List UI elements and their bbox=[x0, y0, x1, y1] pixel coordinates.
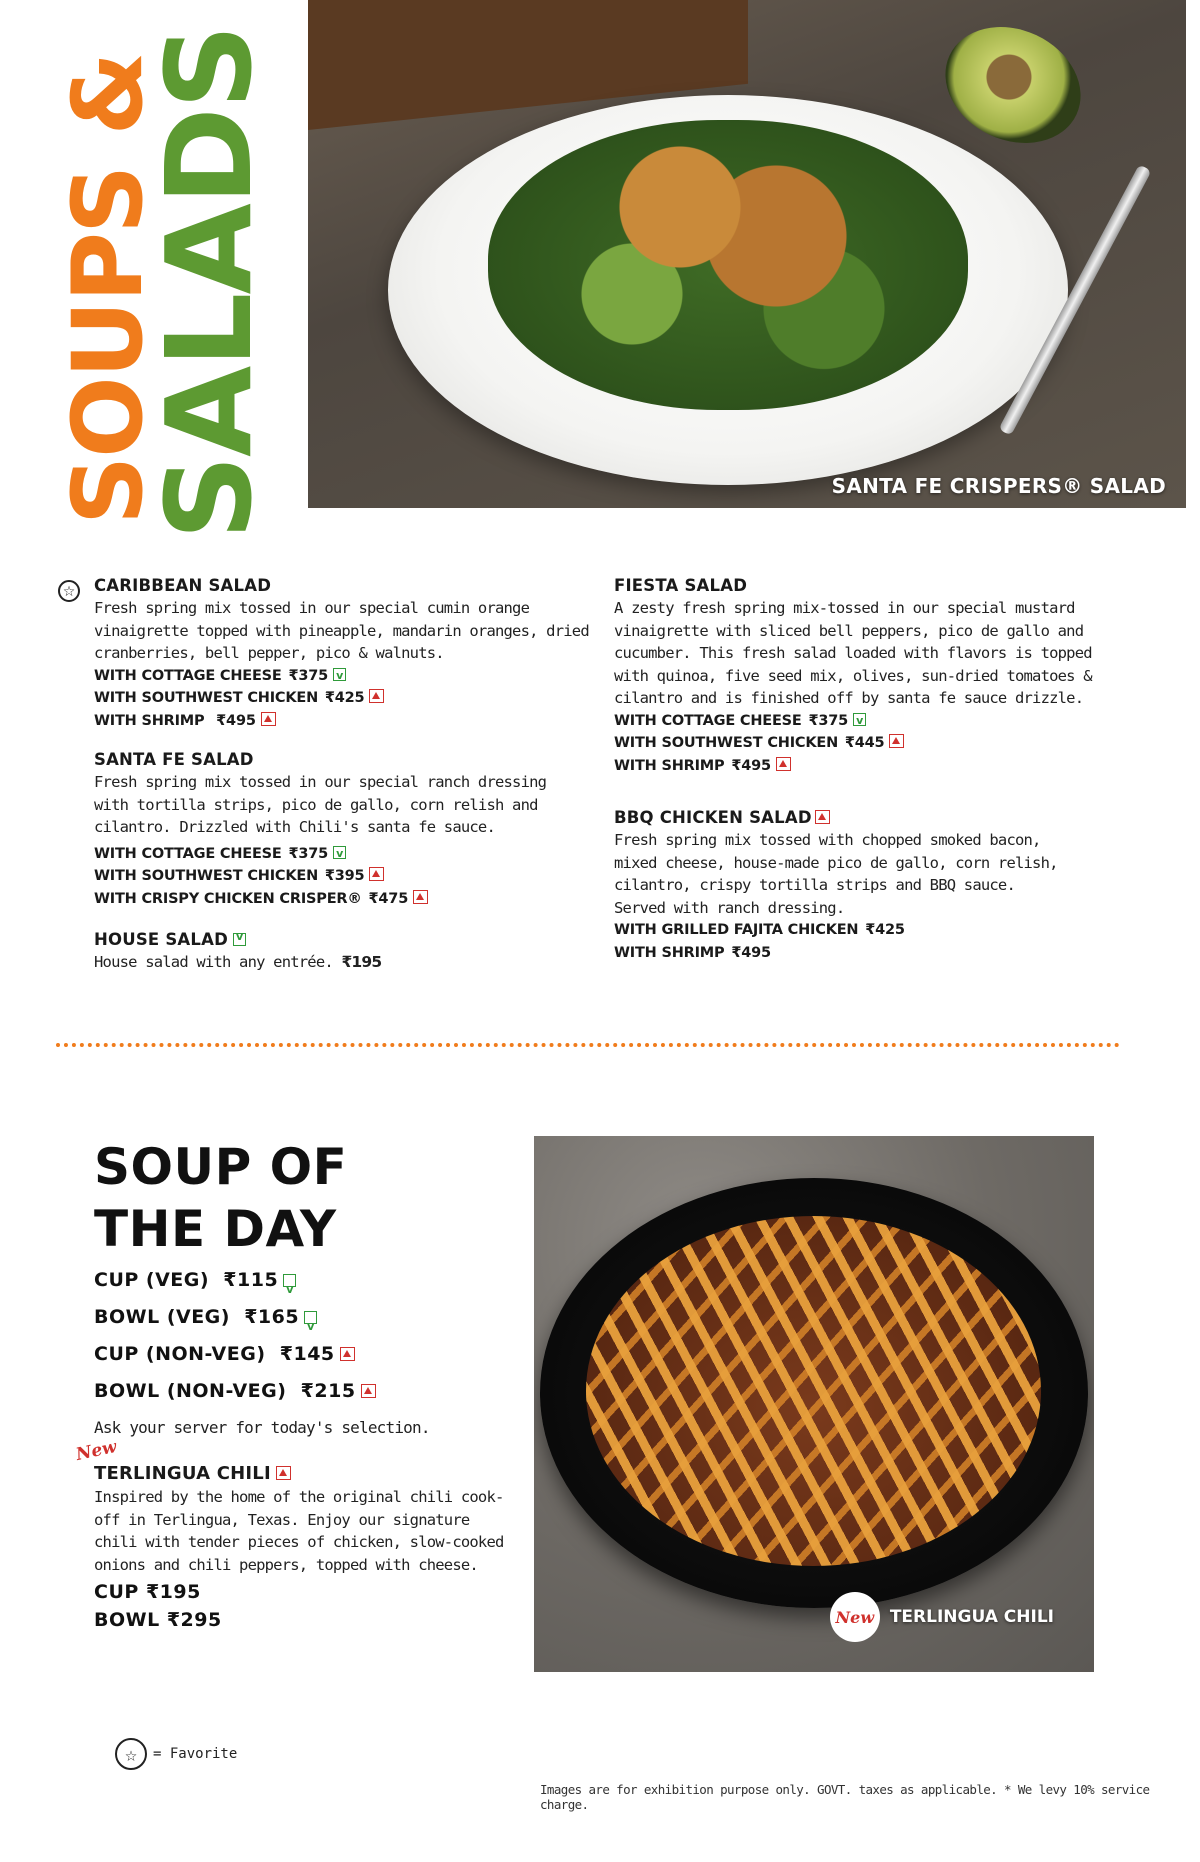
nonveg-icon bbox=[776, 757, 791, 771]
option-row: WITH GRILLED FAJITA CHICKEN ₹425 bbox=[614, 922, 905, 938]
item-description: A zesty fresh spring mix-tossed in our special mustard vinaigrette with sliced bell peppers, pico de gallo and cucumber. This fresh salad loaded with flavors is topped with quinoa, five seed mix, olives, sun-dried tomatoes & cilantro and is finished off by santa fe sauce drizzle. bbox=[614, 599, 1092, 707]
veg-icon bbox=[304, 1311, 317, 1324]
terlingua-chili bbox=[74, 1436, 518, 1634]
item-price: ₹195 bbox=[341, 953, 382, 971]
house-salad bbox=[94, 930, 594, 974]
title-soups: SOUPS & bbox=[52, 53, 164, 525]
option-row: WITH CRISPY CHICKEN CRISPER® ₹475 bbox=[94, 888, 594, 911]
item-title: FIESTA SALAD bbox=[614, 576, 748, 595]
item-title: TERLINGUA CHILI bbox=[94, 1463, 518, 1484]
nonveg-icon bbox=[815, 810, 830, 824]
star-circle-icon: ☆ bbox=[115, 1738, 147, 1770]
soup-heading: SOUP OF THE DAY bbox=[94, 1138, 348, 1258]
option-row: WITH COTTAGE CHEESE ₹375v bbox=[94, 843, 594, 866]
option-row: WITH SHRIMP ₹495 bbox=[94, 710, 594, 733]
option-row: WITH COTTAGE CHEESE ₹375v bbox=[94, 665, 594, 688]
hero-photo bbox=[308, 0, 1186, 508]
nonveg-icon bbox=[276, 1466, 291, 1480]
new-badge: New bbox=[830, 1592, 880, 1642]
soup-note: Ask your server for today's selection. bbox=[94, 1418, 430, 1437]
veg-icon bbox=[233, 933, 246, 946]
soup-option: CUP (NON-VEG) ₹145 bbox=[94, 1336, 514, 1373]
caribbean-salad bbox=[94, 576, 594, 732]
nonveg-icon bbox=[889, 734, 904, 748]
item-description: Fresh spring mix tossed in our special ranch dressing with tortilla strips, pico de gallo, corn relish and cilantro. Drizzled with Chili's santa fe sauce. bbox=[94, 773, 547, 836]
item-title: BBQ CHICKEN SALAD bbox=[614, 808, 1104, 827]
option-row: WITH SHRIMP ₹495 bbox=[614, 755, 1104, 778]
option-row: WITH SOUTHWEST CHICKEN ₹425 bbox=[94, 687, 594, 710]
soup-option: BOWL (NON-VEG) ₹215 bbox=[94, 1373, 514, 1410]
veg-icon bbox=[283, 1274, 296, 1287]
photo-caption-text: TERLINGUA CHILI bbox=[889, 1607, 1054, 1627]
chili bbox=[586, 1216, 1041, 1566]
nonveg-icon bbox=[261, 712, 276, 726]
nonveg-icon bbox=[369, 867, 384, 881]
legend-label: = Favorite bbox=[153, 1746, 238, 1762]
item-title: HOUSE SALADv bbox=[94, 930, 594, 949]
chili-bowl: BOWL ₹295 bbox=[94, 1609, 222, 1631]
title-salads: SALADS bbox=[140, 26, 278, 540]
hero-caption: SANTA FE CRISPERS® SALAD bbox=[831, 474, 1166, 498]
chili-cup: CUP ₹195 bbox=[94, 1581, 201, 1603]
option-row: WITH SHRIMP ₹495 bbox=[614, 944, 771, 961]
star-circle-icon: ☆ bbox=[58, 580, 80, 602]
soup-option: BOWL (VEG) ₹165v bbox=[94, 1299, 514, 1336]
dotted-divider bbox=[56, 1043, 1120, 1047]
favorite-marker bbox=[58, 580, 80, 602]
soup-option: CUP (VEG) ₹115v bbox=[94, 1262, 514, 1299]
nonveg-icon bbox=[369, 689, 384, 703]
section-title bbox=[30, 20, 300, 540]
photo-caption bbox=[830, 1592, 1054, 1642]
veg-icon bbox=[333, 846, 346, 859]
item-description: Inspired by the home of the original chili cook-off in Terlingua, Texas. Enjoy our signature chili with tender pieces of chicken, slow-cooked onions and chili peppers, topped with cheese. bbox=[94, 1488, 504, 1574]
chili-photo bbox=[534, 1136, 1094, 1672]
salad bbox=[488, 120, 968, 410]
option-row: WITH SOUTHWEST CHICKEN ₹445 bbox=[614, 732, 1104, 755]
item-title: CARIBBEAN SALAD bbox=[94, 576, 272, 595]
option-row: WITH SOUTHWEST CHICKEN ₹395 bbox=[94, 865, 594, 888]
bbq-chicken-salad bbox=[614, 808, 1104, 964]
veg-icon bbox=[853, 713, 866, 726]
item-title: SANTA FE SALAD bbox=[94, 750, 254, 769]
nonveg-icon bbox=[413, 890, 428, 904]
avocado bbox=[926, 6, 1099, 165]
santa-fe-salad bbox=[94, 750, 594, 910]
new-tag: New bbox=[74, 1436, 119, 1465]
soup-of-the-day bbox=[94, 1136, 514, 1437]
nonveg-icon bbox=[340, 1347, 355, 1361]
favorite-legend bbox=[115, 1738, 237, 1770]
option-row: WITH COTTAGE CHEESE ₹375v bbox=[614, 710, 1104, 733]
footer-disclaimer: Images are for exhibition purpose only. GOVT. taxes as applicable. * We levy 10% service charge. bbox=[540, 1782, 1150, 1812]
fiesta-salad bbox=[614, 576, 1104, 777]
item-description: Fresh spring mix tossed in our special cumin orange vinaigrette topped with pineapple, mandarin oranges, dried cranberries, bell pepper, pico & walnuts. bbox=[94, 599, 589, 662]
item-description: House salad with any entrée. ₹195 bbox=[94, 953, 382, 971]
veg-icon bbox=[333, 668, 346, 681]
item-description: Fresh spring mix tossed with chopped smoked bacon, mixed cheese, house-made pico de gallo, corn relish, cilantro, crispy tortilla strips and BBQ sauce. Served with ranch dressing. bbox=[614, 831, 1058, 917]
